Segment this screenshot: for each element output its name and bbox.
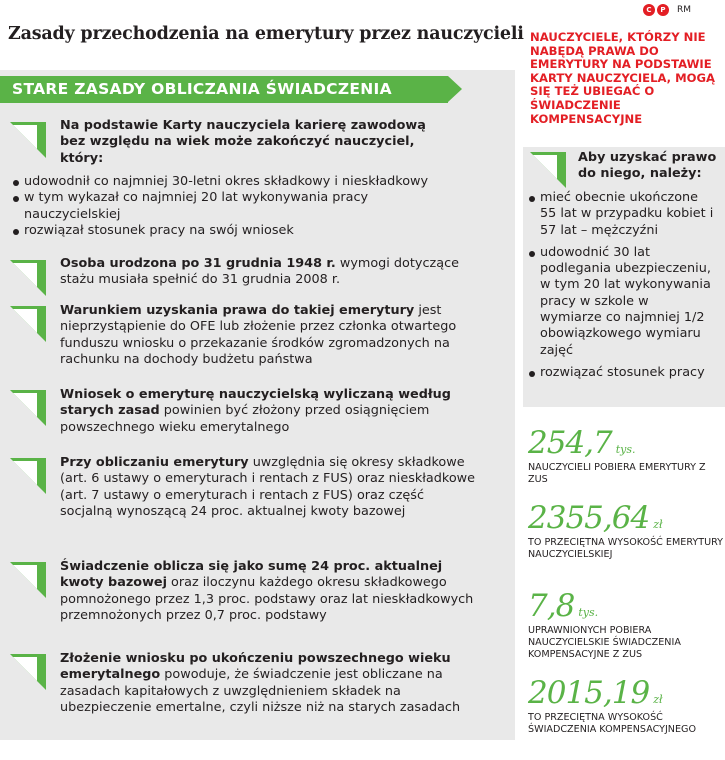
stat-value: 2015,19	[528, 675, 650, 711]
corner-marker-icon	[10, 390, 46, 426]
section-2-bold: Osoba urodzona po 31 grudnia 1948 r.	[60, 256, 336, 271]
section-1-intro-text: Na podstawie Karty nauczyciela karierę zawodową bez względu na wiek może zakończyć nauczyciel, który:	[60, 118, 426, 166]
corner-marker-icon	[10, 562, 46, 598]
stat-unit: tys.	[615, 443, 636, 456]
stat-value: 2355,64	[528, 500, 650, 536]
corner-marker-icon	[10, 122, 46, 158]
section-7	[60, 651, 480, 716]
section-2	[60, 256, 480, 289]
section-4-text: powinien być złożony przed osiągnięciem powszechnego wieku emerytalnego	[60, 403, 430, 435]
section-3-bold: Warunkiem uzyskania prawa do takiej emerytury	[60, 303, 415, 318]
stat-average-pension	[528, 501, 725, 561]
section-6	[60, 559, 480, 624]
page-title: Zasady przechodzenia na emerytury przez nauczycieli	[8, 24, 524, 44]
stat-unit: tys.	[578, 606, 599, 619]
author-initials: RM	[677, 5, 692, 15]
copyright-c-icon: C	[643, 4, 655, 16]
section-7-text: powoduje, że świadczenie jest obliczane na zasadach kapitałowych z uwzględnieniem składek na ubezpieczenie emertalne, czyli niższe niż na starych zasadach	[60, 667, 461, 715]
stat-average-compensation	[528, 676, 725, 736]
stat-value: 7,8	[528, 588, 575, 624]
corner-marker-icon	[10, 306, 46, 342]
section-3	[60, 303, 480, 368]
list-item: udowodnić 30 lat podlegania ubezpieczeniu, w tym 20 lat wykonywania pracy w szkole w wymiarze co najmniej 1/2 obowiązkowego wymiaru zajęć	[528, 245, 718, 359]
list-item: rozwiązał stosunek pracy na swój wniosek	[12, 223, 507, 239]
section-5-text: uwzględnia się okresy składkowe (art. 6 ustawy o emeryturach i rentach z FUS) oraz nieskładkowe (art. 7 ustawy o emeryturach i rentach z FUS) oraz część socjalną wynoszącą 24 proc. aktualnej kwoty bazowej	[60, 455, 476, 519]
section-4-bold: Wniosek o emeryturę nauczycielską wyliczaną według starych zasad	[60, 387, 451, 419]
list-item: mieć obecnie ukończone 55 lat w przypadku kobiet i 57 lat – mężczyźni	[528, 190, 718, 239]
copyright-p-icon: P	[657, 4, 669, 16]
section-1-list	[12, 174, 507, 239]
stat-unit: zł	[653, 693, 663, 706]
stat-value: 254,7	[528, 425, 612, 461]
section-5-bold: Przy obliczaniu emerytury	[60, 455, 249, 470]
compensation-list	[528, 190, 718, 381]
list-item: rozwiązać stosunek pracy	[528, 365, 718, 381]
section-3-text: jest nieprzystąpienie do OFE lub złożenie przez członka otwartego funduszu wniosku o przekazanie środków zgromadzonych na rachunku na dochody budżetu państwa	[60, 303, 457, 367]
stat-teachers-pensions	[528, 426, 725, 486]
section-6-bold: Świadczenie oblicza się jako sumę 24 proc. aktualnej kwoty bazowej	[60, 559, 443, 591]
compensation-heading: NAUCZYCIELE, KTÓRZY NIE NABĘDĄ PRAWA DO EMERYTURY NA PODSTAWIE KARTY NAUCZYCIELA, MOGĄ SIĘ TEŻ UBIEGAĆ O ŚWIADCZENIE KOMPENSACYJNE	[530, 30, 715, 126]
banner-title: STARE ZASADY OBLICZANIA ŚWIADCZENIA	[12, 80, 392, 98]
stat-label: NAUCZYCIELI POBIERA EMERYTURY Z ZUS	[528, 462, 706, 485]
corner-marker-icon	[10, 260, 46, 296]
corner-marker-icon	[10, 458, 46, 494]
section-2-text: wymogi dotyczące stażu musiała spełnić do 31 grudnia 2008 r.	[60, 256, 459, 288]
corner-marker-icon	[10, 654, 46, 690]
compensation-intro: Aby uzyskać prawo do niego, należy:	[578, 150, 717, 182]
stat-unit: zł	[653, 518, 663, 531]
stat-label: TO PRZECIĘTNA WYSOKOŚĆ EMERYTURY NAUCZYCIELSKIEJ	[528, 537, 724, 560]
corner-marker-icon	[530, 152, 566, 188]
section-1-intro	[60, 118, 440, 167]
stat-label: TO PRZECIĘTNA WYSOKOŚĆ ŚWIADCZENIA KOMPENSACYJNEGO	[528, 712, 697, 735]
list-item: udowodnił co najmniej 30-letni okres składkowy i nieskładkowy	[12, 174, 507, 190]
section-7-bold: Złożenie wniosku po ukończeniu powszechnego wieku emerytalnego	[60, 651, 451, 683]
section-6-text: oraz iloczynu każdego okresu składkowego pomnożonego przez 1,3 proc. podstawy oraz lat nieskładkowych przemnożonych przez 0,7 proc. podstawy	[60, 575, 474, 623]
banner-arrow-icon	[448, 76, 462, 102]
list-item: w tym wykazał co najmniej 20 lat wykonywania pracy nauczycielskiej	[12, 190, 507, 223]
stat-compensation-count	[528, 589, 725, 661]
stat-label: UPRAWNIONYCH POBIERA NAUCZYCIELSKIE ŚWIADCZENIA KOMPENSACYJNE Z ZUS	[528, 625, 681, 660]
copyright-mark	[643, 4, 691, 16]
section-5	[60, 455, 480, 520]
section-4	[60, 387, 480, 436]
section-banner	[0, 76, 448, 103]
